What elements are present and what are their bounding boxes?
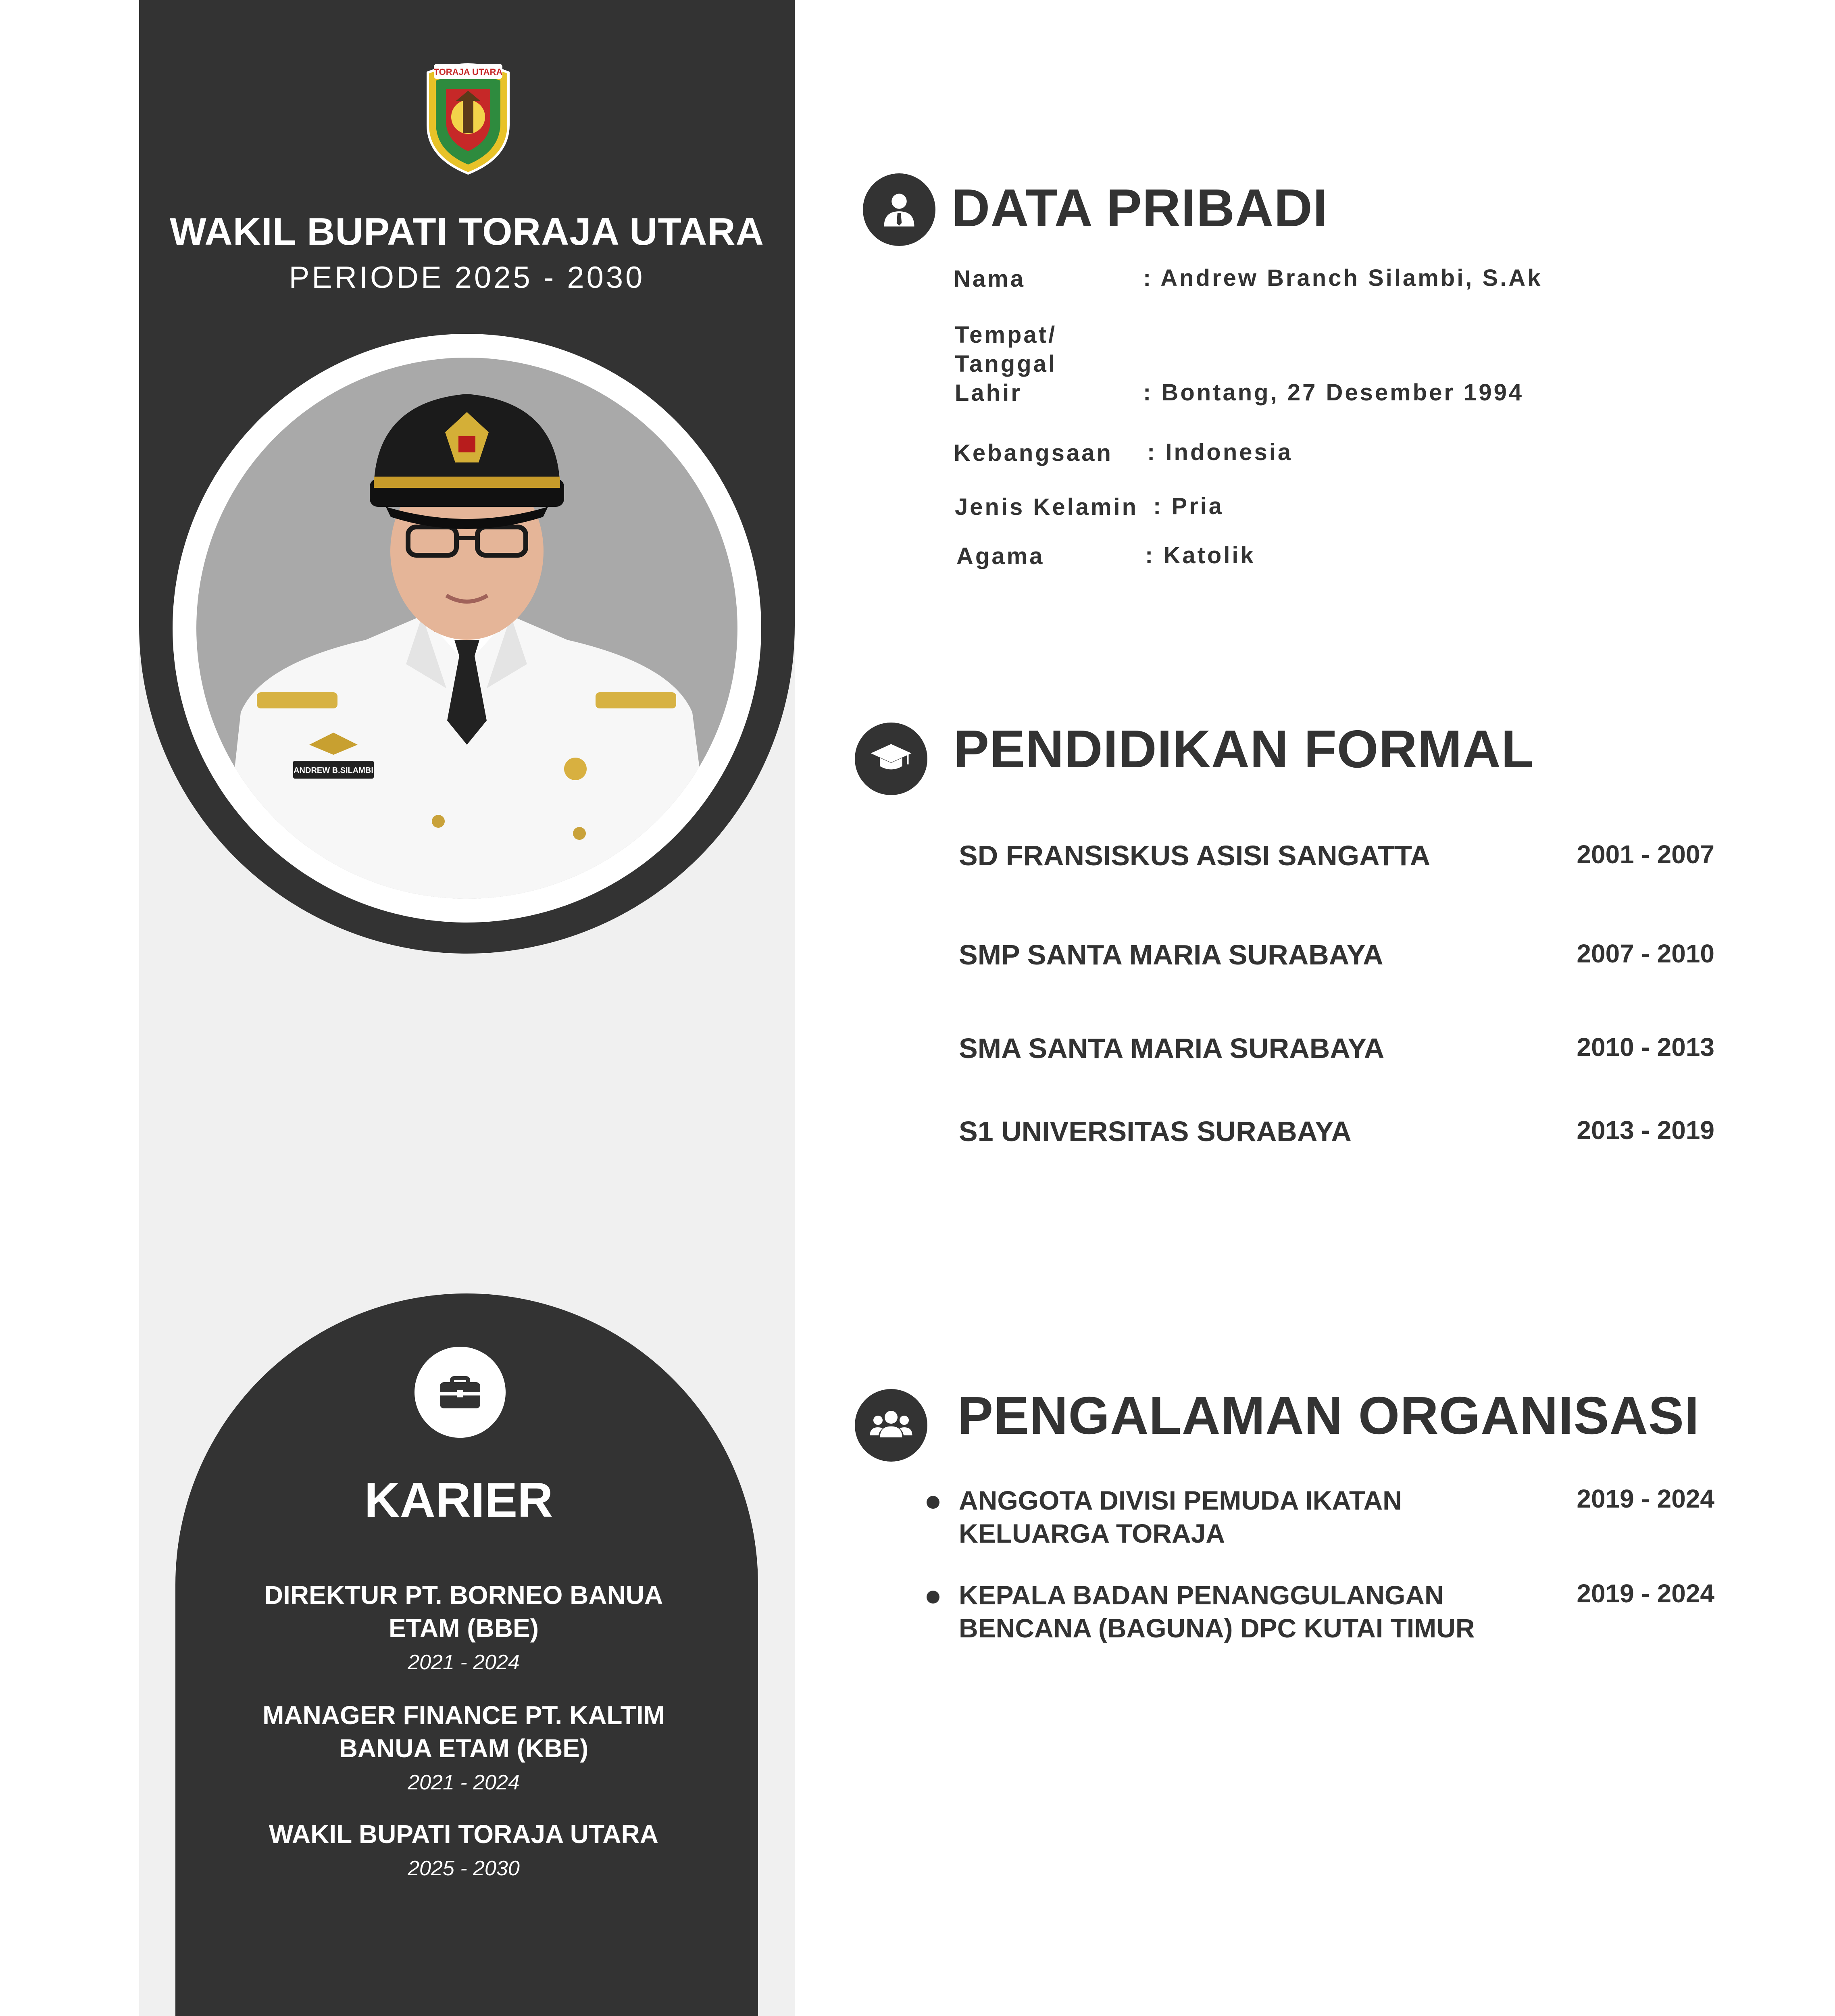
career-heading: KARIER <box>364 1472 553 1527</box>
name-tag-text: ANDREW B.SILAMBI <box>294 766 373 775</box>
career-position: WAKIL BUPATI TORAJA UTARA <box>269 1820 658 1849</box>
education-years: 2001 - 2007 <box>1577 840 1714 869</box>
organization-years: 2019 - 2024 <box>1577 1579 1714 1608</box>
briefcase-icon <box>414 1347 506 1438</box>
pendidikan-heading: PENDIDIKAN FORMAL <box>954 719 1534 779</box>
field-value-jenis-kelamin: : Pria <box>1153 493 1224 519</box>
education-school: S1 UNIVERSITAS SURABAYA <box>959 1116 1352 1147</box>
career-position: DIREKTUR PT. BORNEO BANUA ETAM (BBE) <box>264 1581 663 1643</box>
education-school: SMA SANTA MARIA SURABAYA <box>959 1033 1385 1064</box>
field-value-ttl: : Bontang, 27 Desember 1994 <box>1143 379 1524 406</box>
career-years: 2021 - 2024 <box>408 1771 520 1794</box>
field-label-nama: Nama <box>954 266 1025 292</box>
career-item <box>240 1579 687 1677</box>
education-years: 2010 - 2013 <box>1577 1033 1714 1062</box>
period-subtitle: PERIODE 2025 - 2030 <box>289 260 645 295</box>
user-icon <box>863 173 935 246</box>
emblem-text: TORAJA UTARA <box>433 67 503 77</box>
career-years: 2025 - 2030 <box>408 1857 520 1880</box>
organization-role: ANGGOTA DIVISI PEMUDA IKATAN KELUARGA TORAJA <box>959 1485 1402 1548</box>
field-value-kebangsaan: : Indonesia <box>1147 439 1293 465</box>
education-years: 2013 - 2019 <box>1577 1116 1714 1145</box>
career-item <box>240 1699 687 1797</box>
field-label-ttl: Tempat/ Tanggal Lahir <box>955 322 1057 406</box>
field-label-agama: Agama <box>956 543 1045 569</box>
organization-years: 2019 - 2024 <box>1577 1484 1714 1513</box>
career-position: MANAGER FINANCE PT. KALTIM BANUA ETAM (KBE) <box>262 1701 665 1763</box>
field-value-agama: : Katolik <box>1145 542 1256 569</box>
education-years: 2007 - 2010 <box>1577 939 1714 968</box>
regency-emblem-icon <box>418 56 519 177</box>
group-icon <box>855 1389 927 1462</box>
field-label-jenis-kelamin: Jenis Kelamin <box>955 494 1139 520</box>
education-school: SMP SANTA MARIA SURABAYA <box>959 939 1383 971</box>
career-item <box>240 1818 687 1883</box>
bullet-icon <box>927 1591 939 1604</box>
official-portrait <box>196 358 737 899</box>
data-pribadi-heading: DATA PRIBADI <box>952 178 1328 237</box>
career-years: 2021 - 2024 <box>408 1651 520 1674</box>
graduation-cap-icon <box>855 723 927 795</box>
field-label-kebangsaan: Kebangsaan <box>954 440 1113 466</box>
organization-role: KEPALA BADAN PENANGGULANGAN BENCANA (BAGUNA) DPC KUTAI TIMUR <box>959 1580 1475 1643</box>
field-value-nama: : Andrew Branch Silambi, S.Ak <box>1143 265 1543 291</box>
bullet-icon <box>927 1496 939 1509</box>
organisasi-heading: PENGALAMAN ORGANISASI <box>958 1386 1700 1445</box>
page-title: WAKIL BUPATI TORAJA UTARA <box>170 210 764 253</box>
education-school: SD FRANSISKUS ASISI SANGATTA <box>959 840 1431 871</box>
